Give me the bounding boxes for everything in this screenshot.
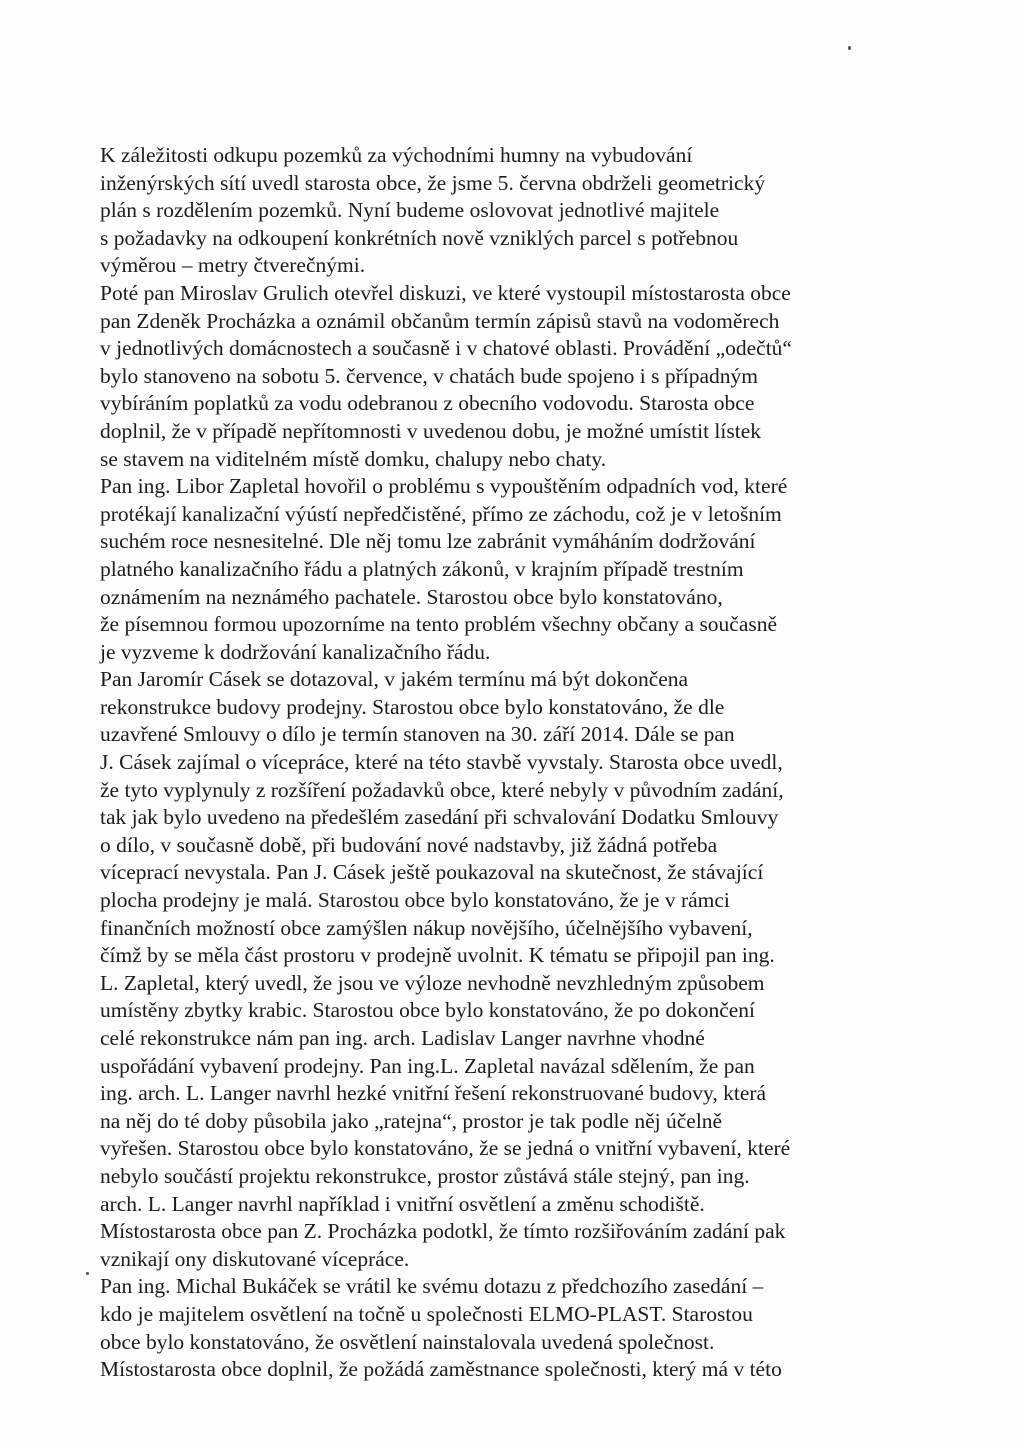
text-line: víceprací nevystala. Pan J. Cásek ještě poukazoval na skutečnost, že stávající xyxy=(100,860,764,885)
text-line: plán s rozdělením pozemků. Nyní budeme oslovovat jednotlivé majitele xyxy=(100,198,720,223)
text-line: čímž by se měla část prostoru v prodejně uvolnit. K tématu se připojil pan ing. xyxy=(100,943,775,968)
text-line: protékají kanalizační výústí nepředčistěné, přímo ze záchodu, což je v letošním xyxy=(100,501,782,526)
text-line: že tyto vyplynuly z rozšíření požadavků obce, které nebyly v původním zadání, xyxy=(100,777,784,802)
text-line: Místostarosta obce doplnil, že požádá zaměstnance společnosti, který má v této xyxy=(100,1357,782,1382)
text-line: vyřešen. Starostou obce bylo konstatováno, že se jedná o vnitřní vybavení, které xyxy=(100,1136,791,1161)
text-line: nebylo součástí projektu rekonstrukce, prostor zůstává stále stejný, pan ing. xyxy=(100,1163,750,1188)
document-body xyxy=(100,142,900,1384)
scan-speck xyxy=(848,46,851,50)
text-line: Pan ing. Michal Bukáček se vrátil ke svému dotazu z předchozího zasedání – xyxy=(100,1274,764,1299)
text-line: obce bylo konstatováno, že osvětlení nainstalovala uvedená společnost. xyxy=(100,1329,715,1354)
text-line: finančních možností obce zamýšlen nákup novějšího, účelnějšího vybavení, xyxy=(100,915,753,940)
text-line: arch. L. Langer navrhl například i vnitřní osvětlení a změnu schodiště. xyxy=(100,1191,705,1216)
text-line: rekonstrukce budovy prodejny. Starostou obce bylo konstatováno, že dle xyxy=(100,694,725,719)
text-line: Místostarosta obce pan Z. Procházka podotkl, že tímto rozšiřováním zadání pak xyxy=(100,1219,786,1244)
text-line: celé rekonstrukce nám pan ing. arch. Ladislav Langer navrhne vhodné xyxy=(100,1026,705,1050)
text-line: vybíráním poplatků za vodu odebranou z obecního vodovodu. Starosta obce xyxy=(100,391,755,416)
text-line: bylo stanoveno na sobotu 5. července, v chatách bude spojeno i s případným xyxy=(100,363,758,388)
text-line: plocha prodejny je malá. Starostou obce bylo konstatováno, že je v rámci xyxy=(100,888,730,913)
text-line: ing. arch. L. Langer navrhl hezké vnitřní řešení rekonstruované budovy, která xyxy=(100,1081,767,1106)
text-line: inženýrských sítí uvedl starosta obce, že jsme 5. června obdrželi geometrický xyxy=(100,170,766,195)
text-line: výměrou – metry čtverečnými. xyxy=(100,253,366,278)
text-line: doplnil, že v případě nepřítomnosti v uvedenou dobu, je možné umístit lístek xyxy=(100,418,762,443)
text-line: L. Zapletal, který uvedl, že jsou ve výloze nevhodně nevzhledným způsobem xyxy=(100,970,765,995)
text-line: suchém roce nesnesitelné. Dle něj tomu lze zabránit vymáháním dodržování xyxy=(100,529,756,554)
text-line: uspořádání vybavení prodejny. Pan ing.L. Zapletal navázal sdělením, že pan xyxy=(100,1053,755,1078)
text-line: K záležitosti odkupu pozemků za východními humny na vybudování xyxy=(100,143,693,167)
text-line: je vyzveme k dodržování kanalizačního řádu. xyxy=(100,639,491,664)
text-line: o dílo, v současně době, při budování nové nadstavby, již žádná potřeba xyxy=(100,832,718,857)
text-line: vznikají ony diskutované vícepráce. xyxy=(100,1246,410,1271)
text-line: v jednotlivých domácnostech a současně i v chatové oblasti. Provádění „odečtů“ xyxy=(100,336,792,361)
text-line: na něj do té doby působila jako „ratejna“, prostor je tak podle něj účelně xyxy=(100,1108,723,1133)
text-line: tak jak bylo uvedeno na předešlém zasedání při schvalování Dodatku Smlouvy xyxy=(100,805,779,830)
text-line: Poté pan Miroslav Grulich otevřel diskuzi, ve které vystoupil místostarosta obce xyxy=(100,280,791,305)
text-line: uzavřené Smlouvy o dílo je termín stanoven na 30. září 2014. Dále se pan xyxy=(100,722,735,747)
text-line: Pan Jaromír Cásek se dotazoval, v jakém termínu má být dokončena xyxy=(100,667,689,692)
text-line: Pan ing. Libor Zapletal hovořil o problému s vypouštěním odpadních vod, které xyxy=(100,474,788,499)
text-line: že písemnou formou upozorníme na tento problém všechny občany a současně xyxy=(100,612,778,637)
text-line: J. Cásek zajímal o vícepráce, které na této stavbě vyvstaly. Starosta obce uvedl, xyxy=(100,750,783,775)
text-line: platného kanalizačního řádu a platných zákonů, v krajním případě trestním xyxy=(100,556,744,581)
text-line: pan Zdeněk Procházka a oznámil občanům termín zápisů stavů na vodoměrech xyxy=(100,308,780,333)
text-line: s požadavky na odkoupení konkrétních nově vzniklých parcel s potřebnou xyxy=(100,225,739,250)
scan-speck xyxy=(86,1272,89,1275)
text-line: umístěny zbytky krabic. Starostou obce bylo konstatováno, že po dokončení xyxy=(100,998,756,1023)
text-line: kdo je majitelem osvětlení na točně u společnosti ELMO-PLAST. Starostou xyxy=(100,1301,753,1326)
text-line: se stavem na viditelném místě domku, chalupy nebo chaty. xyxy=(100,446,607,471)
text-line: oznámením na neznámého pachatele. Starostou obce bylo konstatováno, xyxy=(100,584,723,609)
